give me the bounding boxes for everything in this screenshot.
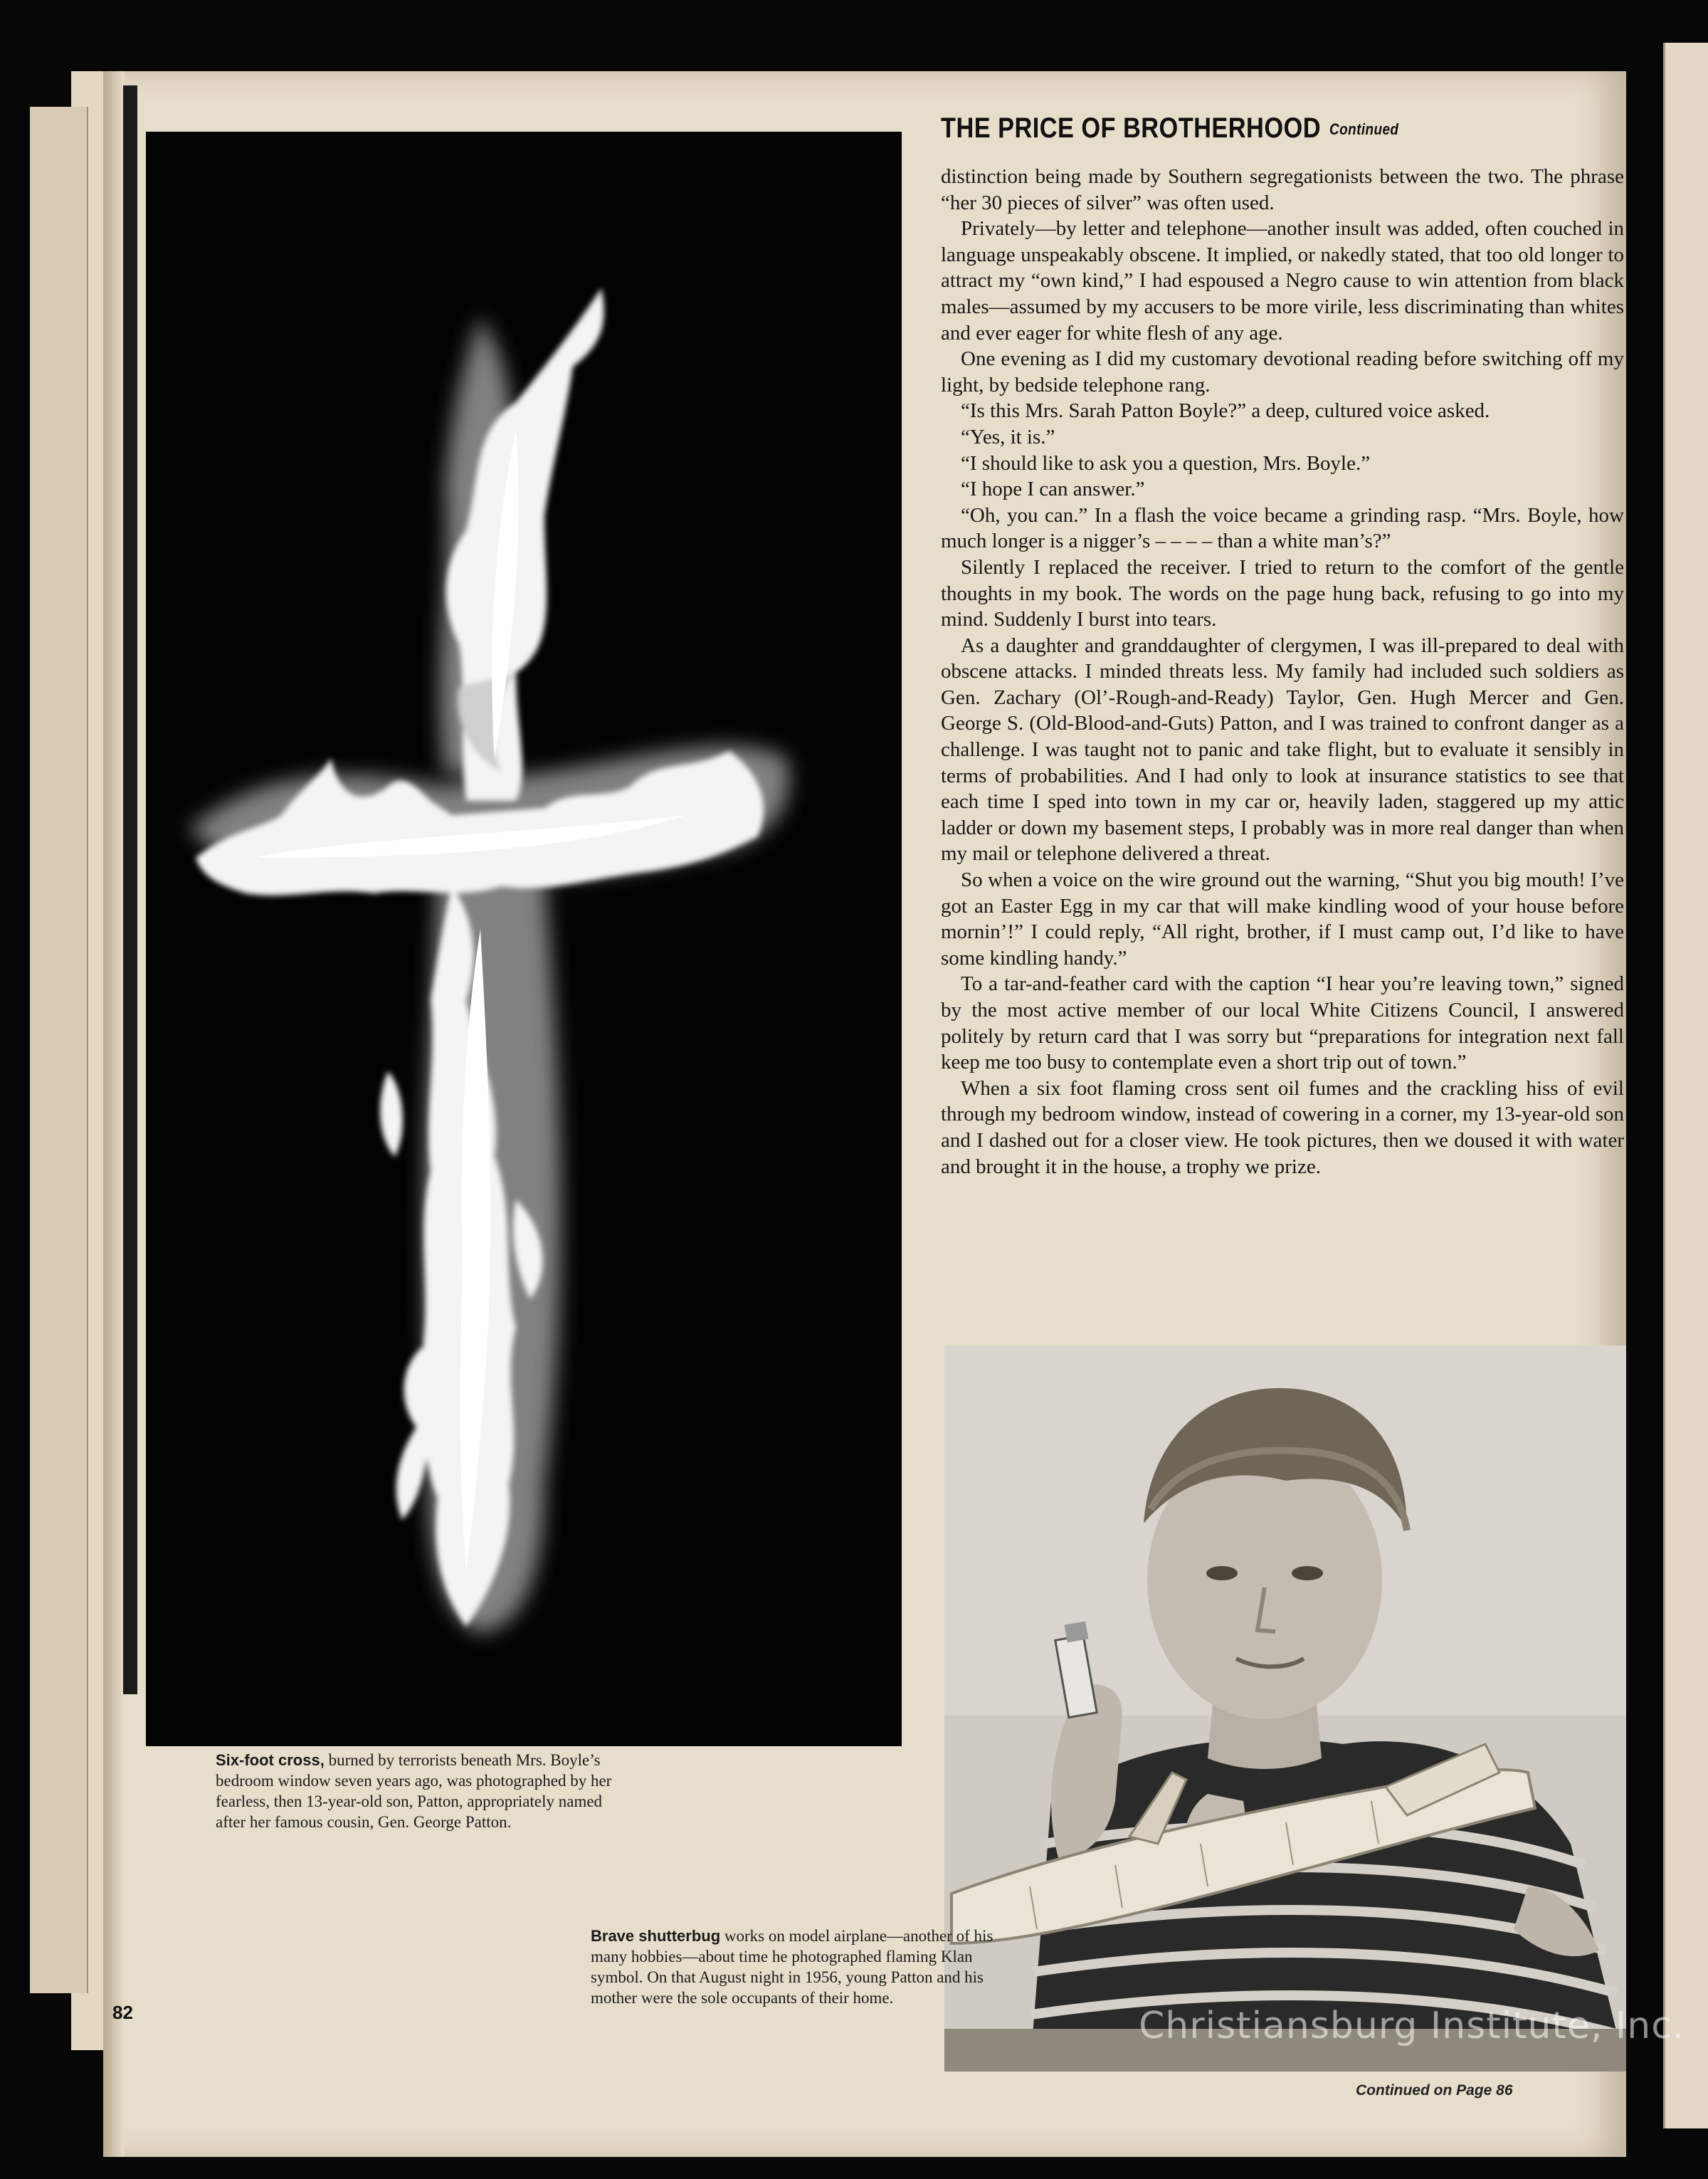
article-paragraph: “Yes, it is.”	[961, 425, 1055, 448]
headline-title: THE PRICE OF BROTHERHOOD	[941, 112, 1321, 144]
boy-model-airplane-photo	[944, 1345, 1626, 2072]
article-paragraph: “I hope I can answer.”	[961, 478, 1145, 501]
article-paragraph: As a daughter and granddaughter of clergymen, I was ill-prepared to deal with obscene attacks. I minded threats less. My family had included such soldiers as Gen. Zachary (Ol’-Rough-and-Ready) Taylor, Gen. Hugh Mercer and Gen. George S. (Old-Blood-and-Guts) Patton, and I was trained to confront danger as a challenge. I was taught not to panic and take flight, but to evaluate it sensibly in terms of probabilities. And I had only to look at insurance statistics to see that each time I sped into town in my car or, heavily laden, staggered up my attic ladder or down my basement steps, I probably was in more real danger than when my mail or telephone delivered a threat.	[941, 634, 1624, 866]
headline-continued: Continued	[1329, 120, 1399, 138]
boy-caption-text: works on model airplane—another of his many hobbies—about time he photographed flaming Klan symbol. On that August night in 1956, young Patton and his mother were the sole occupants of their home.	[591, 1927, 993, 2007]
article-paragraph: One evening as I did my customary devotional reading before switching off my light, by bedside telephone rang.	[941, 347, 1624, 397]
archive-watermark: Christiansburg Institute, Inc.	[1139, 2005, 1685, 2047]
article-paragraph: “I should like to ask you a question, Mrs. Boyle.”	[961, 451, 1371, 475]
article-paragraph: When a six foot flaming cross sent oil fumes and the crackling hiss of evil through my bedroom window, instead of cowering in a corner, my 13-year-old son and I dashed out for a closer view. He took pictures, then we doused it with water and brought it in the house, a trophy we prize.	[941, 1076, 1624, 1178]
facing-page-edge	[1663, 43, 1708, 2128]
cross-caption-text: burned by terrorists beneath Mrs. Boyle’s bedroom window seven years ago, was photographed by her fearless, then 13-year-old son, Patton, appropriately named after her famous cousin, Gen. George Patton.	[216, 1751, 612, 1831]
article-paragraph: “Oh, you can.” In a flash the voice became a grinding rasp. “Mrs. Boyle, how much longer is a nigger’s – – – – than a white man’s?”	[941, 503, 1624, 553]
gutter-bar	[123, 85, 137, 1694]
boy-caption-lead: Brave shutterbug	[591, 1927, 721, 1945]
article-paragraph: Silently I replaced the receiver. I tried to return to the comfort of the gentle thoughts in my book. The words on the page hung back, refusing to go into my mind. Suddenly I burst into tears.	[941, 555, 1624, 631]
page-binding-shadow	[103, 71, 125, 2157]
magazine-page	[103, 71, 1626, 2157]
article-paragraph: distinction being made by Southern segregationists between the two. The phrase “her 30 pieces of silver” was often used.	[941, 165, 1624, 214]
burning-cross-photo	[146, 132, 902, 1746]
article-headline	[941, 112, 1398, 145]
page-number: 82	[112, 2002, 133, 2023]
article-paragraph: Privately—by letter and telephone—another insult was added, often couched in language unspeakably obscene. It implied, or nakedly stated, that too old longer to attract my “own kind,” I had espoused a Negro cause to win attention from black males—assumed by my accusers to be more virile, less discriminating than whites and ever eager for white flesh of any age.	[941, 217, 1624, 345]
article-paragraph: To a tar-and-feather card with the caption “I hear you’re leaving town,” signed by the most active member of our local White Citizens Council, I answered politely by return card that I was sorry but “preparations for integration next fall keep me too busy to contemplate even a short trip out of town.”	[941, 972, 1624, 1074]
article-body	[941, 164, 1624, 1180]
article-paragraph: So when a voice on the wire ground out the warning, “Shut you big mouth! I’ve got an Easter Egg in my car that will make kindling wood of your house before mornin’!” I could reply, “All right, brother, if I must camp out, I’d like to have some kindling handy.”	[941, 868, 1624, 970]
boy-photo-caption	[591, 1926, 1018, 2008]
cross-photo-caption	[216, 1750, 628, 1832]
cross-caption-lead: Six-foot cross,	[216, 1751, 325, 1769]
article-paragraph: “Is this Mrs. Sarah Patton Boyle?” a deep, cultured voice asked.	[961, 399, 1490, 423]
underlying-page-edge-torn	[30, 107, 88, 1993]
continued-on-footer: Continued on Page 86	[1356, 2082, 1513, 2099]
